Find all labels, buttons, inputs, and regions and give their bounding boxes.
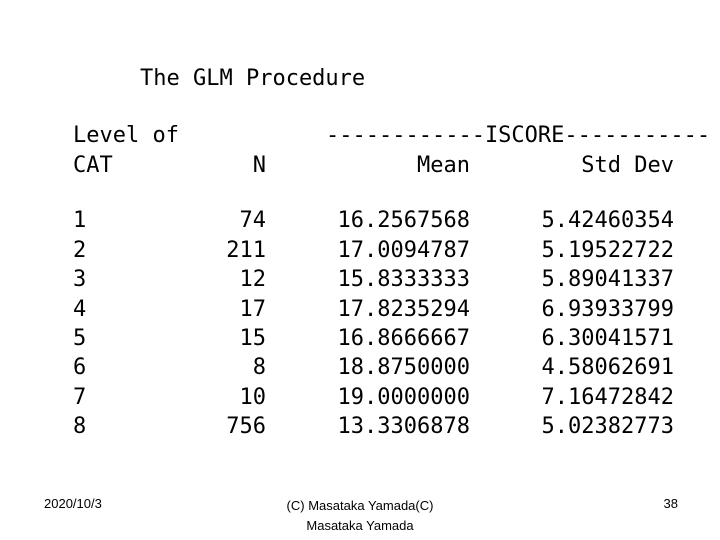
std-dev-header: Std Dev	[581, 153, 674, 178]
n-cell: 17	[239, 297, 266, 322]
n-cell: 74	[239, 208, 266, 233]
mean-cell: 16.2567568	[337, 208, 470, 233]
level-cell: 4	[73, 297, 87, 322]
mean-cell: 17.0094787	[337, 238, 470, 263]
n-cell: 8	[252, 355, 266, 380]
mean-cell: 16.8666667	[337, 326, 470, 351]
mean-header: Mean	[417, 153, 470, 178]
level-header-line2: CAT	[73, 153, 113, 178]
std-dev-cell: 5.02382773	[541, 414, 674, 439]
std-dev-cell: 6.30041571	[541, 326, 674, 351]
page-number: 38	[663, 496, 678, 511]
mean-cell: 13.3306878	[337, 414, 470, 439]
mean-cell: 18.8750000	[337, 355, 470, 380]
n-cell: 12	[239, 267, 266, 292]
mean-cell: 17.8235294	[337, 297, 470, 322]
level-cell: 6	[73, 355, 87, 380]
n-header: N	[252, 153, 266, 178]
score-group-header: ------------ISCORE-----------	[326, 123, 711, 148]
level-cell: 5	[73, 326, 87, 351]
footer-date: 2020/10/3	[44, 496, 102, 511]
n-cell: 756	[226, 414, 266, 439]
level-cell: 8	[73, 414, 87, 439]
level-cell: 3	[73, 267, 87, 292]
mean-cell: 15.8333333	[337, 267, 470, 292]
std-dev-cell: 5.89041337	[541, 267, 674, 292]
std-dev-cell: 6.93933799	[541, 297, 674, 322]
n-cell: 15	[239, 326, 266, 351]
n-cell: 10	[239, 385, 266, 410]
level-cell: 1	[73, 208, 87, 233]
page-title: The GLM Procedure	[140, 66, 366, 91]
std-dev-cell: 7.16472842	[541, 385, 674, 410]
std-dev-cell: 5.19522722	[541, 238, 674, 263]
level-cell: 2	[73, 238, 87, 263]
level-cell: 7	[73, 385, 87, 410]
std-dev-cell: 4.58062691	[541, 355, 674, 380]
n-cell: 211	[226, 238, 266, 263]
mean-cell: 19.0000000	[337, 385, 470, 410]
level-header-line1: Level of	[73, 123, 179, 148]
footer-copyright: (C) Masataka Yamada(C) Masataka Yamada	[286, 498, 434, 533]
std-dev-cell: 5.42460354	[541, 208, 674, 233]
